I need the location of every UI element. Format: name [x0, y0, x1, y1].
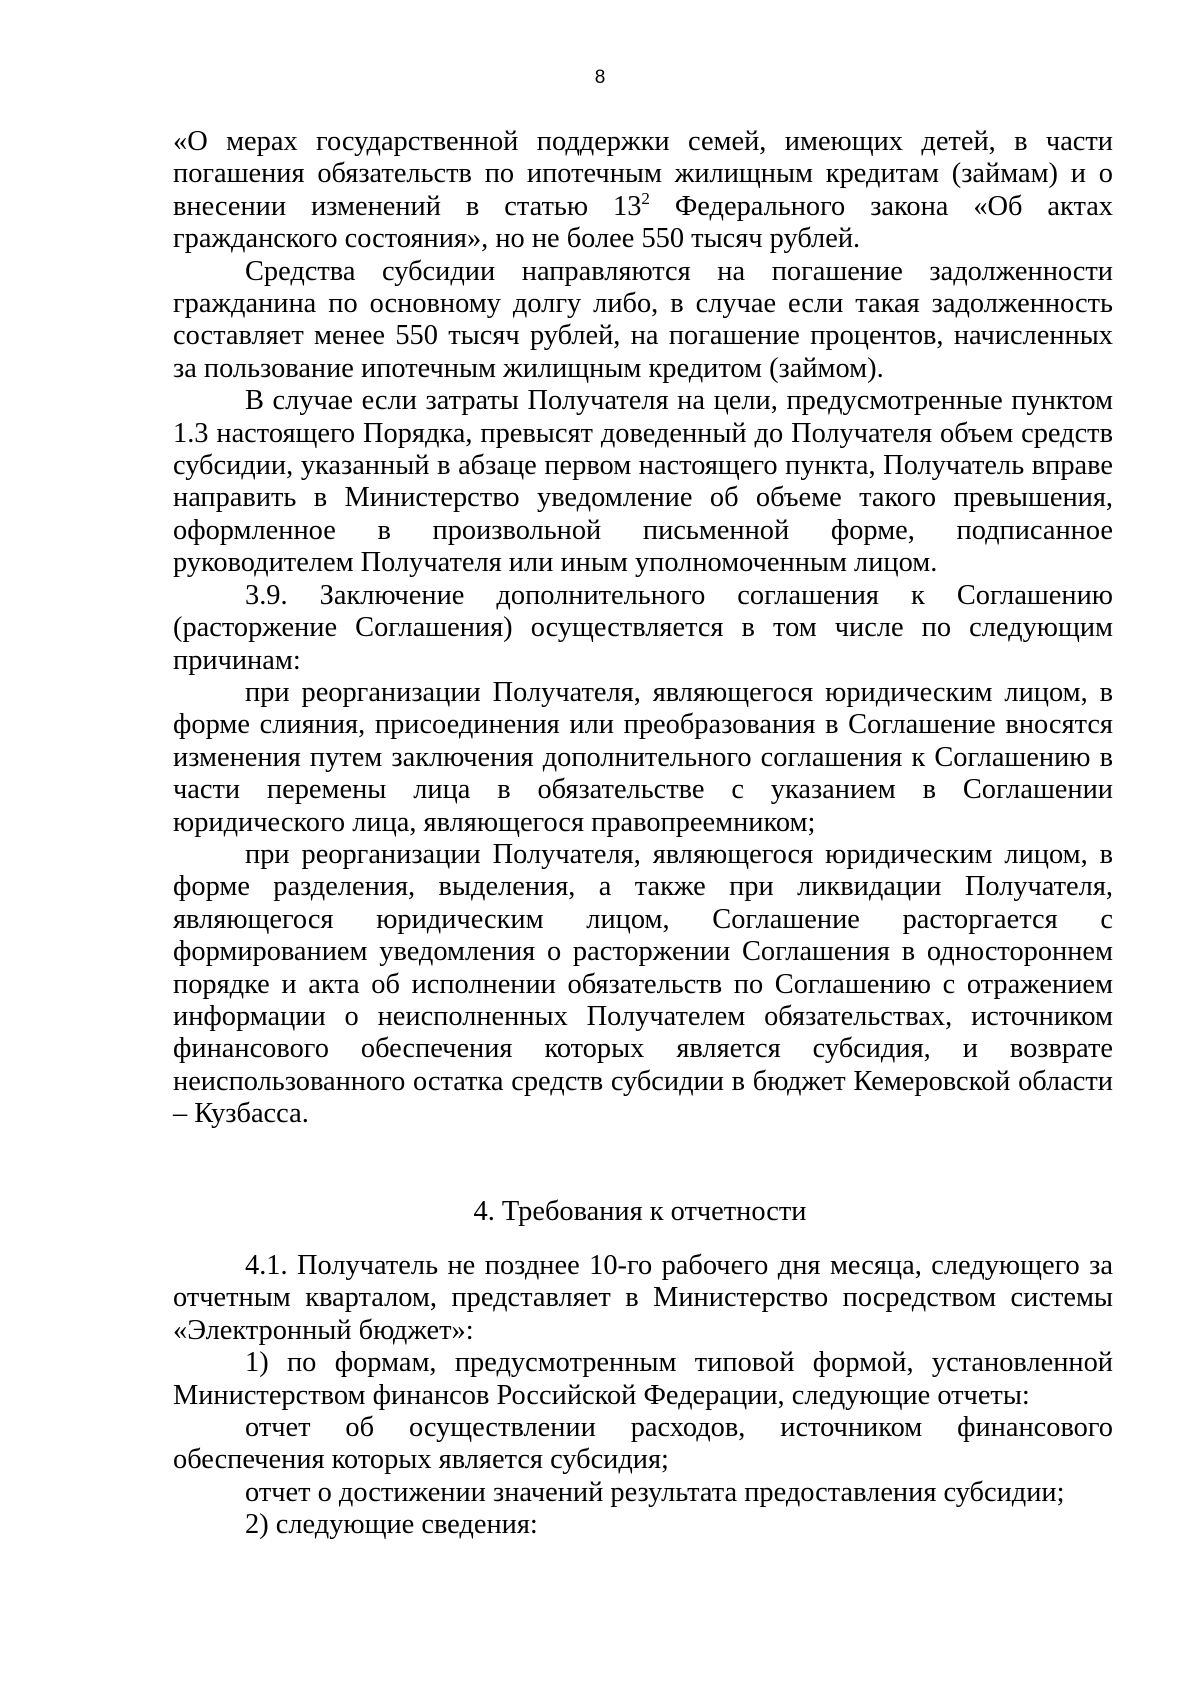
paragraph-reorganization-division: при реорганизации Получателя, являющегося юридическим лицом, в форме разделения, выделения, а также при ликвидации Получателя, являющегося юридическим лицом, Соглашение расторгается с формированием уведомления о расторжении Соглашения в одностороннем порядке и акта об исполнении обязательств по Соглашению с отражением информации о неисполненных Получателем обязательствах, источником финансового обеспечения которых является субсидия, и возврате неиспользованного остатка средств субсидии в бюджет Кемеровской области – Кузбасса. [173, 838, 1113, 1130]
paragraph-text-part: «О мерах государственной поддержки семей, имеющих детей, в части погашения обязательств по ипотечным жилищным кредитам (займам) и о внесении изменений в статью 13 [173, 126, 1113, 222]
paragraph-clause-3-9: 3.9. Заключение дополнительного соглашения к Соглашению (расторжение Соглашения) осуществляется в том числе по следующим причинам: [173, 579, 1113, 676]
paragraph-excess-costs: В случае если затраты Получателя на цели, предусмотренные пунктом 1.3 настоящего Порядка, превысят доведенный до Получателя объем средств субсидии, указанный в абзаце первом настоящего пункта, Получатель вправе направить в Министерство уведомление об объеме такого превышения, оформленное в произвольной письменной форме, подписанное руководителем Получателя или иным уполномоченным лицом. [173, 385, 1113, 579]
paragraph-clause-4-1: 4.1. Получатель не позднее 10-го рабочего дня месяца, следующего за отчетным кварталом, представляет в Министерство посредством системы «Электронный бюджет»: [173, 1250, 1113, 1346]
document-body-bottom [173, 1250, 1113, 1542]
paragraph-text-part: Федерального закона «Об актах гражданского состояния», но не более 550 тысяч рублей. [173, 190, 1113, 255]
paragraph-decree-reference [173, 126, 1113, 256]
paragraph-reports-forms: 1) по формам, предусмотренным типовой формой, установленной Министерством финансов Российской Федерации, следующие отчеты: [173, 1347, 1113, 1411]
document-body-top [173, 126, 1113, 1131]
page-number: 8 [594, 67, 606, 88]
paragraph-expense-report: отчет об осуществлении расходов, источником финансового обеспечения которых является субсидия; [173, 1412, 1113, 1476]
section-heading: 4. Требования к отчетности [473, 1196, 807, 1227]
paragraph-reorganization-merger: при реорганизации Получателя, являющегося юридическим лицом, в форме слияния, присоединения или преобразования в Соглашение вносятся изменения путем заключения дополнительного соглашения к Соглашению в части перемены лица в обязательстве с указанием в Соглашении юридического лица, являющегося правопреемником; [173, 676, 1113, 838]
paragraph-result-report: отчет о достижении значений результата предоставления субсидии; [245, 1476, 1065, 1508]
paragraph-information: 2) следующие сведения: [245, 1509, 538, 1541]
article-superscript: 2 [641, 188, 650, 208]
paragraph-subsidy-use: Средства субсидии направляются на погашение задолженности гражданина по основному долгу либо, в случае если такая задолженность составляет менее 550 тысяч рублей, на погашение процентов, начисленных за пользование ипотечным жилищным кредитом (займом). [173, 255, 1113, 384]
